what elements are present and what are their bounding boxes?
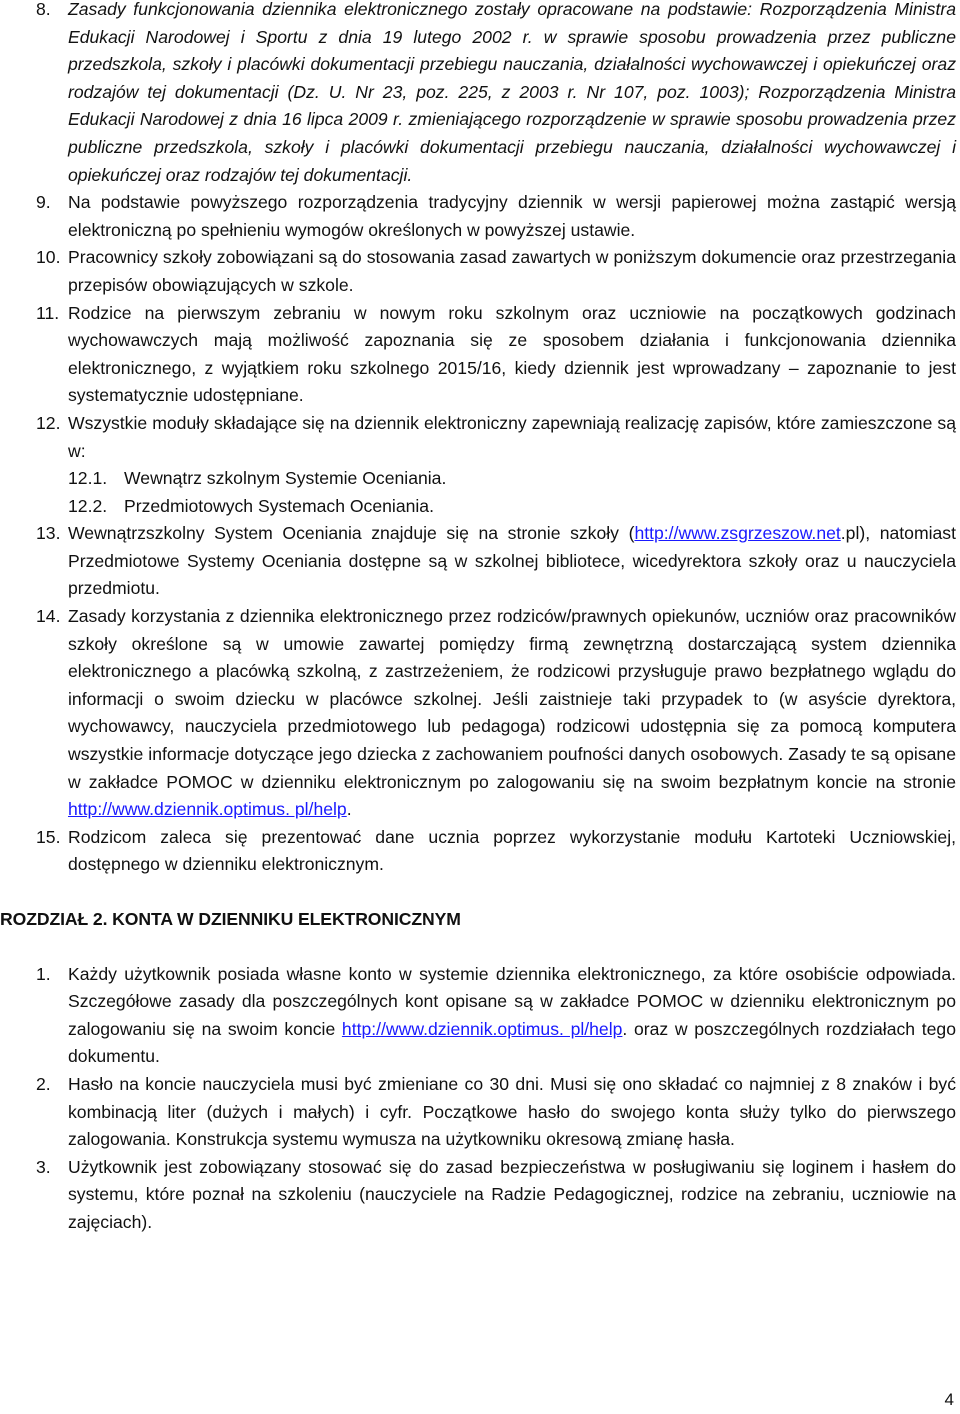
list-number: 9.: [36, 192, 51, 213]
help-page-link[interactable]: http://www.dziennik.optimus. pl/help: [68, 799, 347, 820]
list-item-text: Rodzice na pierwszym zebraniu w nowym roku szkolnym oraz uczniowie na początkowych godzinach wychowawczych mają możliwość zapoznania się ze sposobem działania i funkcjonowania dziennika elektronicznego, z wyjątkiem roku szkolnego 2015/16, kiedy dziennik jest wprowadzany – zapoznanie to jest systematycznie udostępniane.: [68, 302, 956, 406]
ch2-list-item-2: [0, 1071, 960, 1154]
list-item-8: [0, 0, 960, 189]
list-item-text: Na podstawie powyższego rozporządzenia tradycyjny dziennik w wersji papierowej można zastąpić wersją elektroniczną po spełnieniu wymogów określonych w powyższej ustawie.: [68, 192, 956, 240]
sub-list-item: [0, 465, 960, 493]
list-item-text: Użytkownik jest zobowiązany stosować się do zasad bezpieczeństwa w posługiwaniu się loginem i hasłem do systemu, które poznał na szkoleniu (nauczyciele na Radzie Pedagogicznej, rodzice na zebraniu, uczniowie na zajęciach).: [68, 1156, 956, 1232]
list-item-11: [0, 300, 960, 410]
list-item-14: [0, 603, 960, 824]
list-item-text: Hasło na koncie nauczyciela musi być zmieniane co 30 dni. Musi się ono składać co najmniej z 8 znaków i być kombinacją liter (dużych i małych) i cyfr. Początkowe hasło do swojego konta służy tylko do pierwszego zalogowania. Konstrukcja systemu wymusza na użytkowniku okresową zmianę hasła.: [68, 1073, 956, 1150]
sub-list-item: [0, 493, 960, 521]
list-item-text-after: .pl), natomiast Przedmiotowe Systemy Oceniania dostępne są w szkolnej bibliotece, wicedyrektora szkoły oraz u nauczyciela przedmiotu.: [68, 523, 956, 599]
list-item-text-before: Każdy użytkownik posiada własne konto w systemie dziennika elektronicznego, za które osobiście odpowiada. Szczegółowe zasady dla poszczególnych kont opisane są w zakładce POMOC w dzienniku elektronicznym po zalogowaniu się na swoim koncie: [68, 963, 956, 1039]
list-item-text: Pracownicy szkoły zobowiązani są do stosowania zasad zawartych w poniższym dokumencie oraz przestrzegania przepisów obowiązujących w szkole.: [68, 247, 956, 295]
list-item-13: [0, 520, 960, 603]
school-website-link[interactable]: http://www.zsgrzeszow.net: [634, 523, 841, 544]
list-number: 1.: [36, 963, 51, 984]
list-number: 2.: [36, 1073, 51, 1094]
list-item-text: Zasady funkcjonowania dziennika elektronicznego zostały opracowane na podstawie: Rozporządzenia Ministra Edukacji Narodowej i Sportu z dnia 19 lutego 2002 r. w sprawie sposobu prowadzenia przez publiczne przedszkola, szkoły i placówki dokumentacji przebiegu nauczania, działalności wychowawczej i opiekuńczej oraz rodzajów tej dokumentacji (Dz. U. Nr 23, poz. 225, z 2003 r. Nr 107, poz. 1003); Rozporządzenia Ministra Edukacji Narodowej z dnia 16 lipca 2009 r. zmieniającego rozporządzenie w sprawie sposobu prowadzenia przez publiczne przedszkola, szkoły i placówki dokumentacji przebiegu nauczania, działalności wychowawczej i opiekuńczej oraz rodzajów tej dokumentacji.: [68, 0, 956, 185]
list-item-text-before: Wewnątrzszkolny System Oceniania znajduje się na stronie szkoły (: [68, 523, 635, 544]
list-number: 11.: [36, 302, 60, 323]
list-number: 3.: [36, 1156, 51, 1177]
list-item-15: [0, 824, 960, 879]
list-number: 10.: [36, 247, 61, 268]
sub-list-text: Przedmiotowych Systemach Oceniania.: [124, 495, 434, 516]
sub-list-number: 12.1.: [68, 468, 108, 489]
sub-list-number: 12.2.: [68, 495, 108, 516]
sub-list-text: Wewnątrz szkolnym Systemie Oceniania.: [124, 468, 447, 489]
list-item-text-before: Zasady korzystania z dziennika elektronicznego przez rodziców/prawnych opiekunów, uczniów oraz pracowników szkoły określone są w umowie zawartej pomiędzy firmą zewnętrzną dostarczającą system dziennika elektronicznego a placówką szkolną, z zastrzeżeniem, że rodzicowi przysługuje prawo bezpłatnego wglądu do informacji o swoim dziecku w placówce szkolnej. Jeśli zaistnieje taki przypadek to (w asyście dyrektora, wychowawcy, nauczyciela przedmiotowego lub pedagoga) rodzicowi udostępnia się za pomocą komputera wszystkie informacje dotyczące jego dziecka z zachowaniem poufności danych osobowych. Zasady te są opisane w zakładce POMOC w dzienniku elektronicznym po zalogowaniu się na swoim bezpłatnym koncie na stronie: [68, 606, 956, 792]
page-number: 4: [944, 1390, 954, 1410]
list-item-text-after: .: [346, 799, 352, 820]
list-item-text-after: . oraz w poszczególnych rozdziałach tego dokumentu.: [68, 1018, 956, 1067]
list-number: 12.: [36, 412, 61, 433]
list-number: 8.: [36, 0, 51, 19]
list-number: 15.: [36, 826, 61, 847]
ch2-list-item-1: [0, 961, 960, 1071]
list-number: 14.: [36, 606, 61, 627]
list-item-10: [0, 244, 960, 299]
list-number: 13.: [36, 523, 61, 544]
list-item-text: Rodzicom zaleca się prezentować dane ucznia poprzez wykorzystanie modułu Kartoteki Uczniowskiej, dostępnego w dzienniku elektronicznym.: [68, 826, 956, 875]
list-item-12: [0, 410, 960, 465]
help-page-link[interactable]: http://www.dziennik.optimus. pl/help: [341, 1018, 623, 1039]
ch2-list-item-3: [0, 1154, 960, 1237]
chapter-heading: ROZDZIAŁ 2. KONTA W DZIENNIKU ELEKTRONICZNYM: [0, 909, 461, 929]
list-item-text: Wszystkie moduły składające się na dziennik elektroniczny zapewniają realizację zapisów, które zamieszczone są w:: [68, 412, 956, 461]
list-item-9: [0, 189, 960, 244]
